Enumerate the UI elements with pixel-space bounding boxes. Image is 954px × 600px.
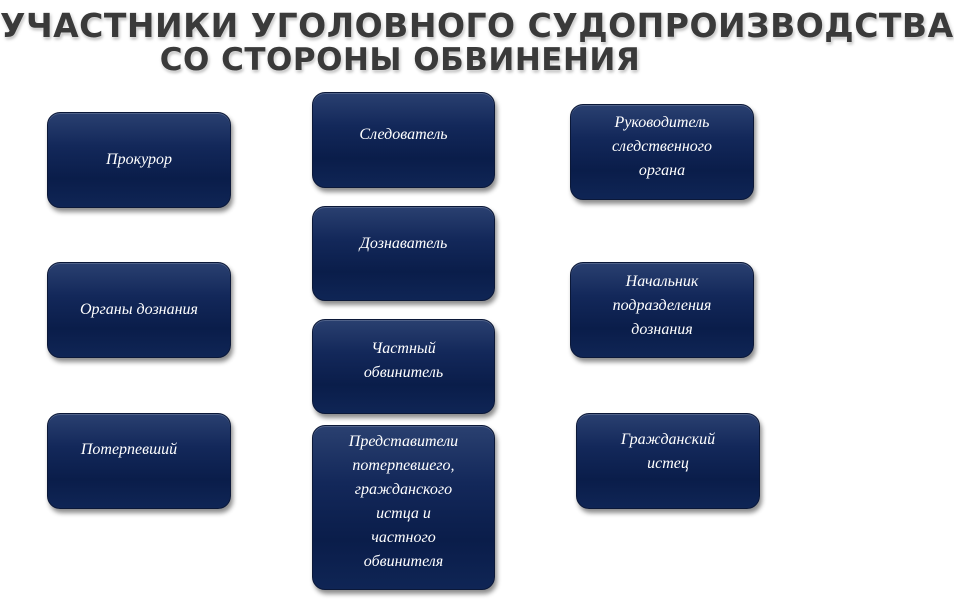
box-civil-plaintiff: [576, 413, 760, 509]
box-inquirer: [312, 206, 495, 301]
box-prosecutor-label: Прокурор: [106, 151, 172, 168]
box-head-inquiry-unit-label: Начальник подразделения дознания: [612, 273, 712, 338]
box-representatives-label: Представители потерпевшего, гражданского истца и частного обвинителя: [348, 432, 459, 570]
box-investigator-label: Следователь: [359, 126, 448, 143]
box-inquiry-bodies-label: Органы дознания: [79, 301, 198, 318]
box-representatives: [312, 425, 495, 590]
title-line-2: СО СТОРОНЫ ОБВИНЕНИЯ: [159, 42, 641, 78]
box-victim-label: Потерпевший: [80, 441, 178, 458]
box-head-investigative-body-label: Руководитель следственного органа: [611, 114, 713, 179]
box-prosecutor: [47, 112, 231, 208]
box-victim: [47, 413, 231, 509]
box-investigator: [312, 92, 495, 188]
box-inquirer-label: Дознаватель: [359, 234, 448, 252]
box-head-inquiry-unit: [570, 262, 754, 358]
box-private-prosecutor: [312, 319, 495, 414]
box-inquiry-bodies: [47, 262, 231, 358]
box-private-prosecutor-label: Частный обвинитель: [363, 339, 444, 381]
title-line-1: УЧАСТНИКИ УГОЛОВНОГО СУДОПРОИЗВОДСТВА: [0, 6, 954, 45]
box-head-investigative-body: [570, 104, 754, 200]
box-civil-plaintiff-label: Гражданский истец: [620, 431, 716, 472]
